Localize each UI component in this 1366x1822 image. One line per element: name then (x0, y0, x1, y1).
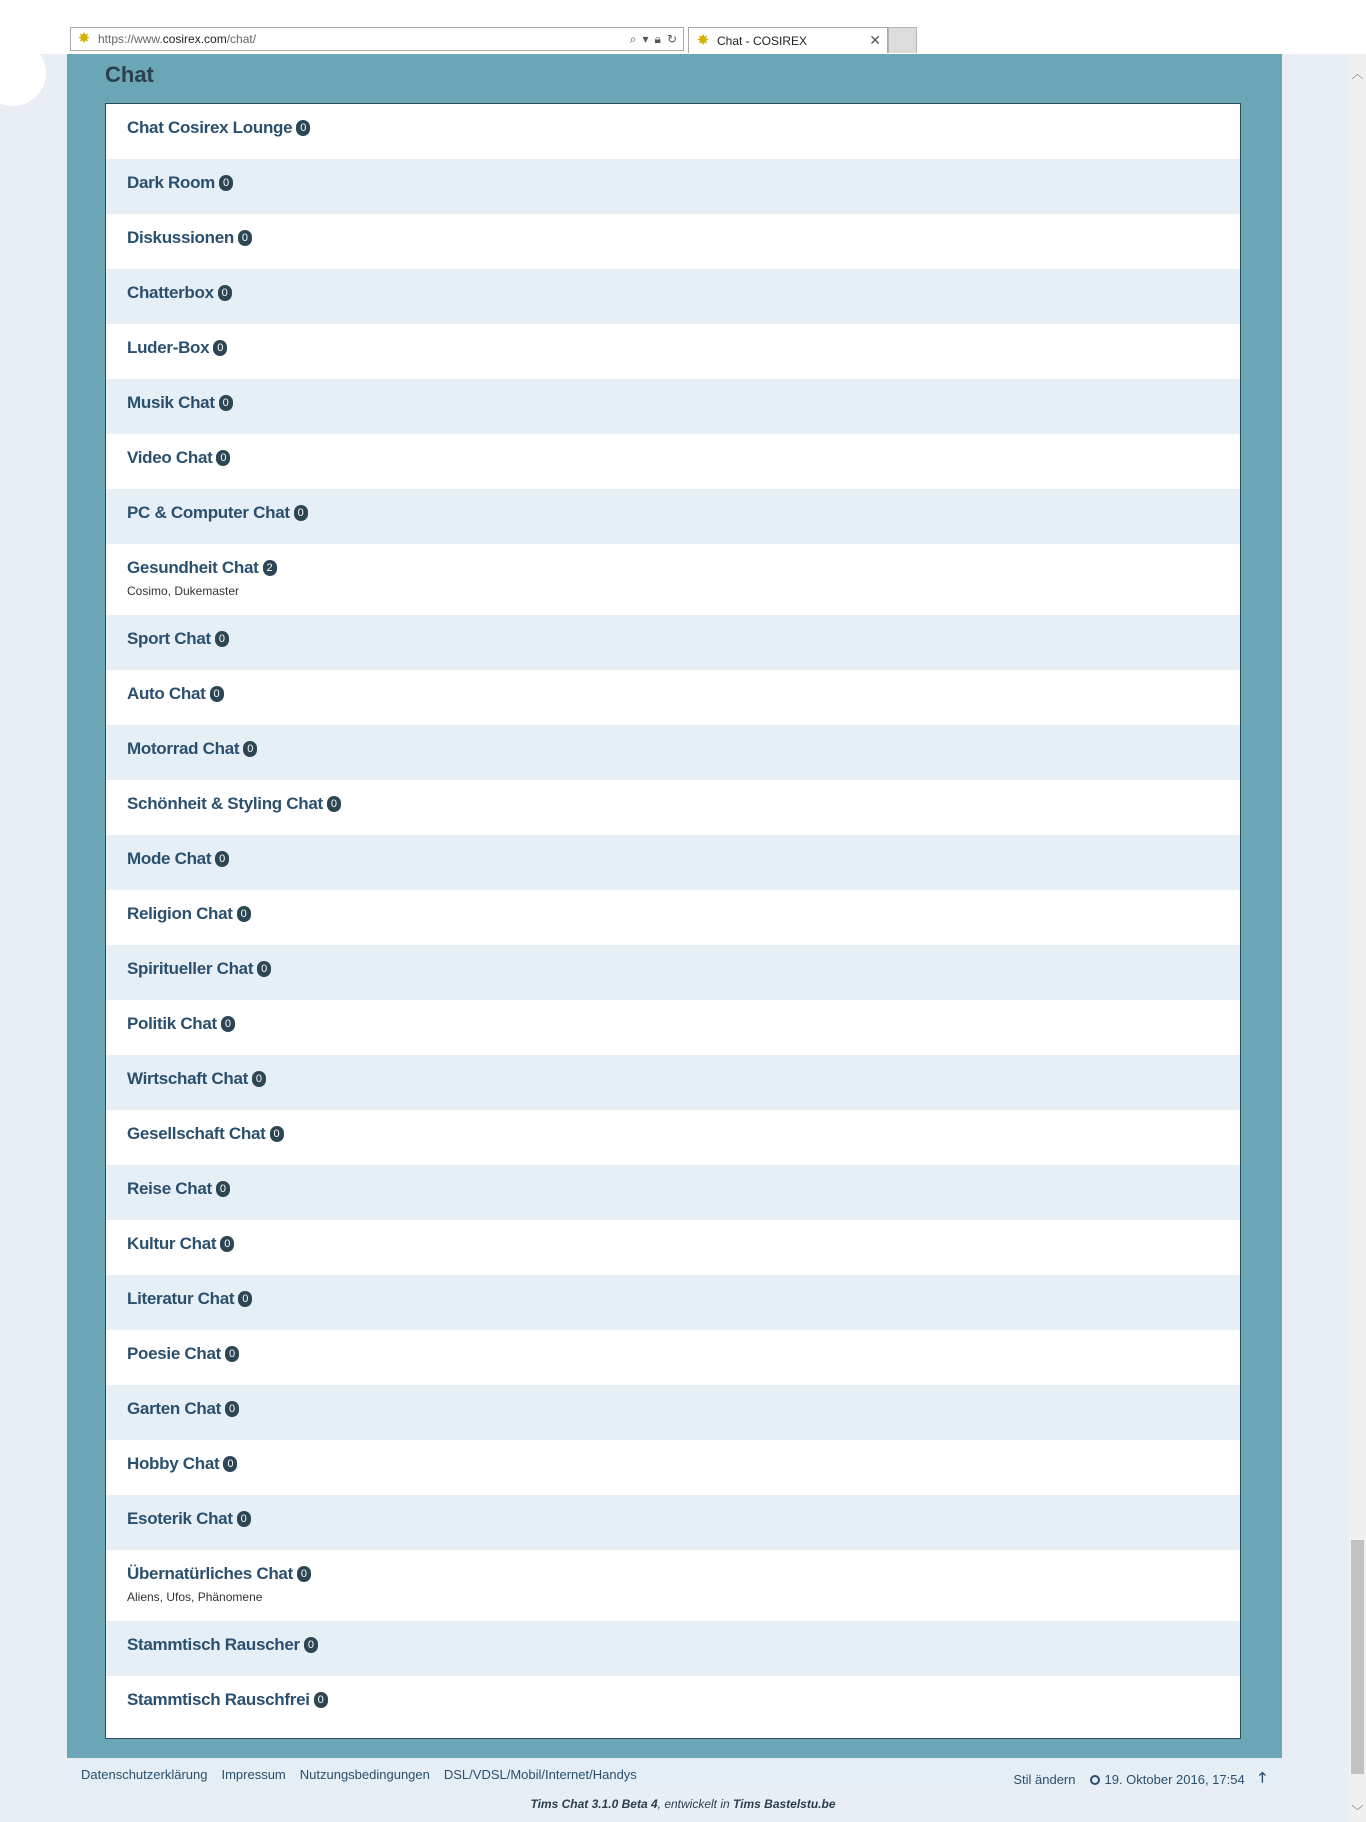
room-name-link[interactable]: Motorrad Chat (127, 739, 240, 758)
room-name-link[interactable]: Luder-Box (127, 338, 210, 357)
browser-tab[interactable] (688, 27, 888, 53)
room-name-link[interactable]: Diskussionen (127, 228, 234, 247)
starburst-icon: ✸ (696, 31, 710, 49)
arrow-up-icon[interactable]: 🡑 (1258, 1769, 1266, 1785)
room-item[interactable] (106, 544, 1240, 615)
room-item[interactable] (106, 269, 1240, 324)
room-name-link[interactable]: Reise Chat (127, 1179, 212, 1198)
room-name-link[interactable]: Politik Chat (127, 1014, 217, 1033)
room-item[interactable] (106, 890, 1240, 945)
room-name-link[interactable]: Kultur Chat (127, 1234, 217, 1253)
user-count-badge: 0 (238, 1291, 252, 1307)
room-item[interactable] (106, 780, 1240, 835)
user-count-badge: 2 (263, 560, 277, 576)
datetime-text: 19. Oktober 2016, 17:54 (1104, 1771, 1245, 1787)
studio-link[interactable]: Tims Bastelstu.be (733, 1797, 836, 1811)
page-title: Chat (105, 62, 154, 87)
room-item[interactable] (106, 1621, 1240, 1676)
url-prefix: https://www. (98, 32, 163, 46)
room-item[interactable] (106, 1055, 1240, 1110)
footer-link[interactable]: DSL/VDSL/Mobil/Internet/Handys (443, 1767, 637, 1782)
room-name-link[interactable]: Mode Chat (127, 849, 212, 868)
user-count-badge: 0 (237, 906, 251, 922)
room-name-link[interactable]: Dark Room (127, 173, 215, 192)
chevron-down-icon[interactable]: ﹀ (1351, 1804, 1364, 1818)
room-name-link[interactable]: Literatur Chat (127, 1289, 235, 1308)
room-name-link[interactable]: Musik Chat (127, 393, 215, 412)
room-item[interactable] (106, 1000, 1240, 1055)
room-name-link[interactable]: Poesie Chat (127, 1344, 222, 1363)
room-name-link[interactable]: PC & Computer Chat (127, 503, 290, 522)
room-name-link[interactable]: Chatterbox (127, 283, 214, 302)
close-icon[interactable]: ✕ (869, 32, 881, 48)
room-name-link[interactable]: Sport Chat (127, 629, 211, 648)
room-item[interactable] (106, 1110, 1240, 1165)
room-item[interactable] (106, 1495, 1240, 1550)
url-text[interactable] (98, 32, 630, 46)
user-count-badge: 0 (314, 1692, 328, 1708)
room-users: Cosimo, Dukemaster (127, 584, 240, 598)
room-item[interactable] (106, 434, 1240, 489)
user-count-badge: 0 (225, 1346, 239, 1362)
footer (67, 1758, 1282, 1788)
user-count-badge: 0 (218, 285, 232, 301)
room-users: Aliens, Ufos, Phänomene (127, 1590, 263, 1604)
room-item[interactable] (106, 945, 1240, 1000)
room-name-link[interactable]: Gesellschaft Chat (127, 1124, 266, 1143)
user-count-badge: 0 (296, 120, 310, 136)
user-count-badge: 0 (238, 230, 252, 246)
user-count-badge: 0 (252, 1071, 266, 1087)
user-count-badge: 0 (213, 340, 227, 356)
chevron-up-icon[interactable]: ︿ (1351, 67, 1364, 81)
room-item[interactable] (106, 324, 1240, 379)
footer-link[interactable]: Impressum (221, 1767, 286, 1782)
room-name-link[interactable]: Esoterik Chat (127, 1509, 233, 1528)
room-item[interactable] (106, 835, 1240, 890)
room-item[interactable] (106, 1440, 1240, 1495)
change-style-link[interactable]: Stil ändern (1013, 1771, 1076, 1787)
url-domain: cosirex.com (162, 32, 227, 46)
room-item[interactable] (106, 1165, 1240, 1220)
room-item[interactable] (106, 1385, 1240, 1440)
refresh-icon[interactable]: ↻ (666, 31, 677, 46)
copyright (0, 1797, 1366, 1811)
room-item[interactable] (106, 725, 1240, 780)
user-count-badge: 0 (223, 1456, 237, 1472)
user-count-badge: 0 (225, 1401, 239, 1417)
room-list (105, 103, 1241, 1739)
room-item[interactable] (106, 489, 1240, 544)
room-name-link[interactable]: Schönheit & Styling Chat (127, 794, 323, 813)
dropdown-icon[interactable]: ▾ (642, 31, 649, 46)
footer-links (81, 1767, 637, 1782)
room-name-link[interactable]: Spiritueller Chat (127, 959, 254, 978)
starburst-icon: ✸ (77, 30, 91, 47)
product-link[interactable]: Tims Chat 3.1.0 Beta 4 (530, 1797, 658, 1811)
page-scrollbar[interactable] (1349, 54, 1366, 1822)
copyright-middle: , entwickelt in (657, 1797, 734, 1811)
room-name-link[interactable]: Auto Chat (127, 684, 206, 703)
room-item[interactable] (106, 670, 1240, 725)
room-name-link[interactable]: Übernatürliches Chat (127, 1564, 293, 1583)
user-count-badge: 0 (215, 631, 229, 647)
main-panel (67, 54, 1282, 1758)
user-count-badge: 0 (270, 1126, 284, 1142)
search-icon[interactable]: ⌕ (629, 31, 637, 46)
user-count-badge: 0 (243, 741, 257, 757)
user-count-badge: 0 (215, 851, 229, 867)
room-item[interactable] (106, 1275, 1240, 1330)
room-item[interactable] (106, 615, 1240, 670)
room-item[interactable] (106, 1220, 1240, 1275)
room-item[interactable] (106, 1676, 1240, 1731)
room-name-link[interactable]: Religion Chat (127, 904, 233, 923)
user-count-badge: 0 (237, 1511, 251, 1527)
room-name-link[interactable]: Stammtisch Rauscher (127, 1635, 300, 1654)
footer-link[interactable]: Nutzungsbedingungen (299, 1767, 430, 1782)
user-count-badge: 0 (219, 175, 233, 191)
room-item[interactable] (106, 379, 1240, 434)
room-item[interactable] (106, 1550, 1240, 1621)
room-item[interactable] (106, 214, 1240, 269)
user-count-badge: 0 (219, 395, 233, 411)
user-count-badge: 0 (304, 1637, 318, 1653)
user-count-badge: 0 (257, 961, 271, 977)
room-item[interactable] (106, 1330, 1240, 1385)
room-name-link[interactable]: Chat Cosirex Lounge (127, 118, 293, 137)
user-count-badge: 0 (220, 1236, 234, 1252)
room-name-link[interactable]: Stammtisch Rauschfrei (127, 1690, 310, 1709)
user-count-badge: 0 (294, 505, 308, 521)
room-name-link[interactable]: Garten Chat (127, 1399, 221, 1418)
scrollbar-thumb[interactable] (1351, 1540, 1364, 1774)
room-item[interactable] (106, 104, 1240, 159)
tab-title: Chat - COSIREX (717, 33, 808, 48)
lock-icon[interactable]: 🔒︎ (654, 31, 661, 46)
room-name-link[interactable]: Video Chat (127, 448, 213, 467)
user-count-badge: 0 (327, 796, 341, 812)
room-name-link[interactable]: Hobby Chat (127, 1454, 220, 1473)
user-count-badge: 0 (221, 1016, 235, 1032)
browser-toolbar (0, 0, 1366, 54)
user-count-badge: 0 (216, 1181, 230, 1197)
footer-link[interactable]: Datenschutzerklärung (81, 1767, 208, 1782)
url-path: /chat/ (226, 32, 257, 46)
user-count-badge: 0 (297, 1566, 311, 1582)
footer-datetime (1090, 1772, 1245, 1787)
new-tab-button[interactable] (888, 27, 917, 53)
address-bar[interactable] (70, 27, 684, 51)
user-count-badge: 0 (210, 686, 224, 702)
room-name-link[interactable]: Gesundheit Chat (127, 558, 259, 577)
room-name-link[interactable]: Wirtschaft Chat (127, 1069, 248, 1088)
user-count-badge: 0 (216, 450, 230, 466)
clock-icon (1090, 1775, 1100, 1785)
room-item[interactable] (106, 159, 1240, 214)
